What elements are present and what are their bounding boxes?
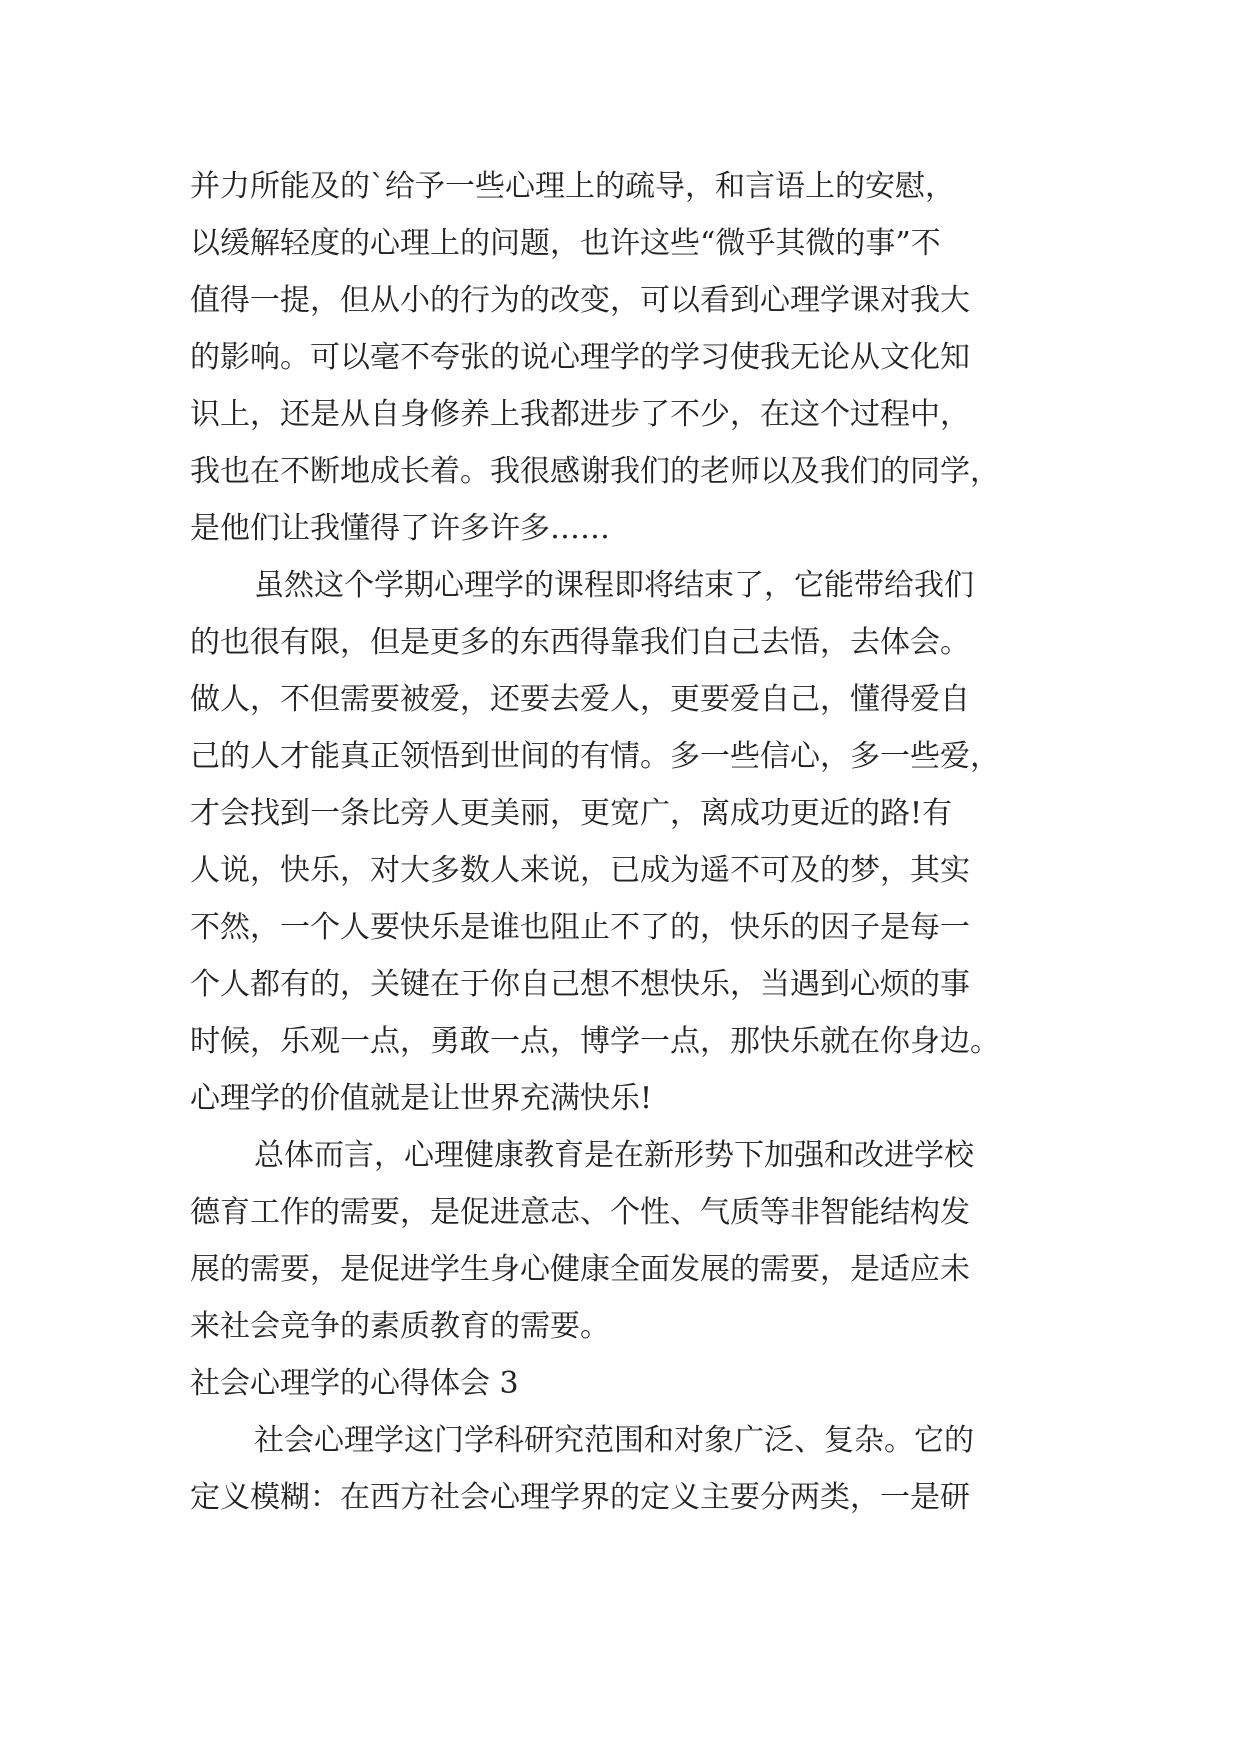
text-line: 做人，不但需要被爱，还要去爱人，更要爱自己，懂得爱自 xyxy=(190,682,970,717)
text-line: 虽然这个学期心理学的课程即将结束了，它能带给我们 xyxy=(254,568,974,603)
text-line: 才会找到一条比旁人更美丽，更宽广，离成功更近的路!有 xyxy=(190,796,953,831)
text-line: 时候，乐观一点，勇敢一点，博学一点，那快乐就在你身边。 xyxy=(190,1024,1000,1059)
paragraph-4 xyxy=(190,1412,1070,1526)
section-heading: 社会心理学的心得体会 3 xyxy=(190,1366,519,1401)
text-line: 心理学的价值就是让世界充满快乐! xyxy=(190,1081,653,1116)
text-line: 以缓解轻度的心理上的问题，也许这些“微乎其微的事”不 xyxy=(190,226,941,261)
text-line: 并力所能及的`给予一些心理上的疏导，和言语上的安慰， xyxy=(190,169,955,204)
document-page xyxy=(190,158,1070,1526)
text-line: 己的人才能真正领悟到世间的有情。多一些信心，多一些爱， xyxy=(190,739,1000,774)
text-line: 值得一提，但从小的行为的改变，可以看到心理学课对我大 xyxy=(190,283,970,318)
text-line: 展的需要，是促进学生身心健康全面发展的需要，是适应未 xyxy=(190,1252,970,1287)
text-line: 识上，还是从自身修养上我都进步了不少，在这个过程中， xyxy=(190,397,970,432)
text-line: 总体而言，心理健康教育是在新形势下加强和改进学校 xyxy=(254,1138,974,1173)
text-line: 的也很有限，但是更多的东西得靠我们自己去悟，去体会。 xyxy=(190,625,970,660)
paragraph-2 xyxy=(190,557,1070,1127)
text-line: 不然，一个人要快乐是谁也阻止不了的，快乐的因子是每一 xyxy=(190,910,970,945)
text-line: 人说，快乐，对大多数人来说，已成为遥不可及的梦，其实 xyxy=(190,853,970,888)
text-line: 我也在不断地成长着。我很感谢我们的老师以及我们的同学， xyxy=(190,454,1000,489)
text-line: 定义模糊：在西方社会心理学界的定义主要分两类，一是研 xyxy=(190,1480,970,1515)
text-line: 是他们让我懂得了许多许多…… xyxy=(190,511,610,546)
text-line: 来社会竞争的素质教育的需要。 xyxy=(190,1309,610,1344)
text-line: 社会心理学这门学科研究范围和对象广泛、复杂。它的 xyxy=(254,1423,974,1458)
text-line: 的影响。可以毫不夸张的说心理学的学习使我无论从文化知 xyxy=(190,340,970,375)
text-line: 个人都有的，关键在于你自己想不想快乐，当遇到心烦的事 xyxy=(190,967,970,1002)
text-line: 德育工作的需要，是促进意志、个性、气质等非智能结构发 xyxy=(190,1195,970,1230)
paragraph-1 xyxy=(190,158,1070,557)
paragraph-3 xyxy=(190,1127,1070,1355)
